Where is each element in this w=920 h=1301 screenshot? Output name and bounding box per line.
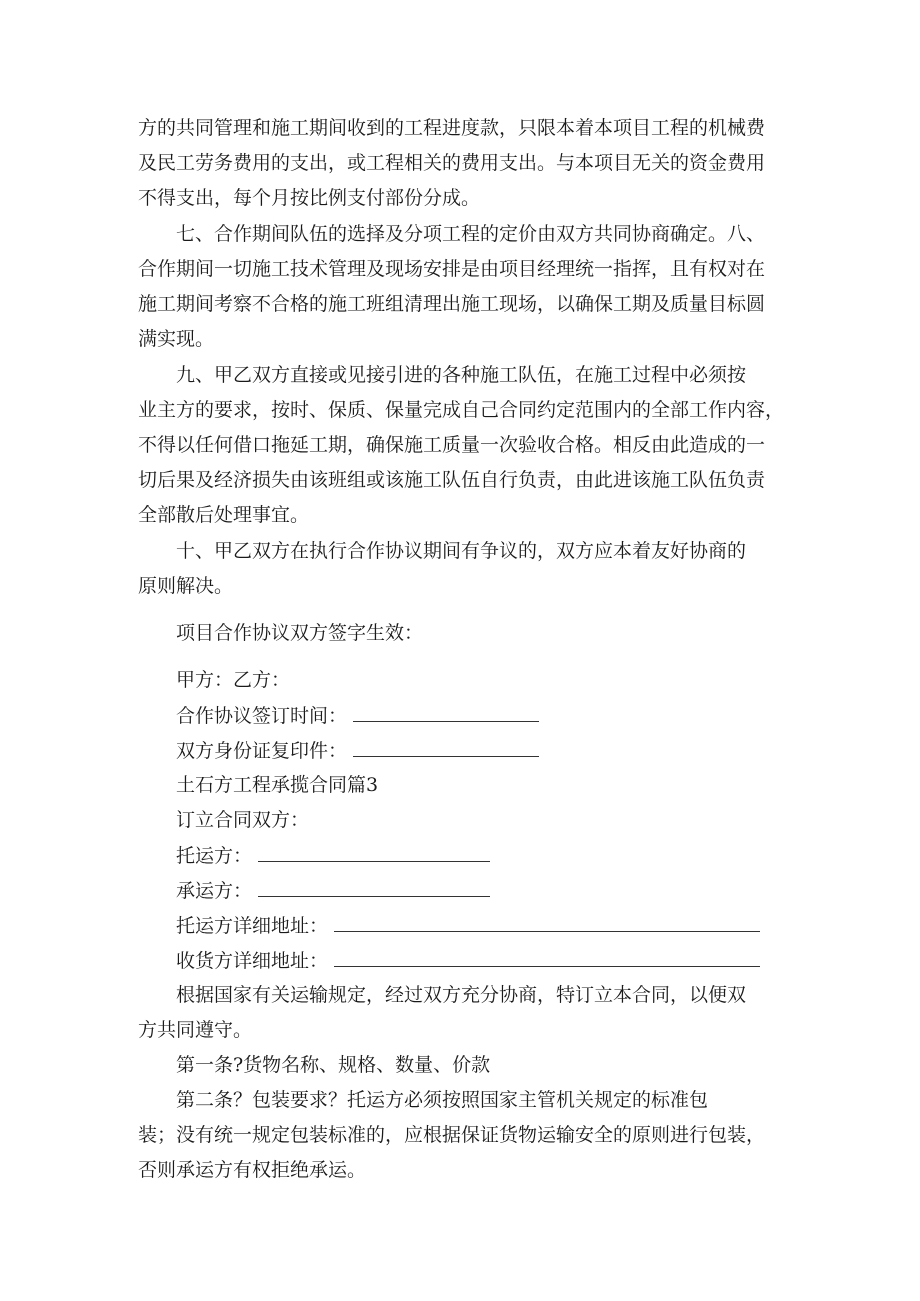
- sign-date-row: [176, 703, 539, 729]
- carrier-row: [176, 878, 490, 904]
- shipper-row: [176, 843, 490, 869]
- sign-date-blank[interactable]: [353, 703, 539, 722]
- text-line: 方的共同管理和施工期间收到的工程进度款，只限本着本项目工程的机械费: [138, 117, 766, 139]
- text-line: 方共同遵守。: [138, 1019, 253, 1041]
- shipper-address-label: 托运方详细地址：: [176, 915, 329, 937]
- text-line: 施工期间考察不合格的施工班组清理出施工现场，以确保工期及质量目标圆: [138, 293, 766, 315]
- shipper-label: 托运方：: [176, 845, 253, 867]
- text-line: 不得支出，每个月按比例支付部份分成。: [138, 187, 481, 209]
- text-line: 业主方的要求，按时、保质、保量完成自己合同约定范围内的全部工作内容，: [138, 399, 785, 421]
- signature-heading: 项目合作协议双方签字生效：: [176, 622, 424, 644]
- text-line: 订立合同双方：: [176, 809, 310, 831]
- consignee-address-label: 收货方详细地址：: [176, 950, 329, 972]
- shipper-address-blank[interactable]: [334, 913, 760, 932]
- text-line: 原则解决。: [138, 575, 234, 597]
- text-line: 及民工劳务费用的支出，或工程相关的费用支出。与本项目无关的资金费用: [138, 152, 766, 174]
- text-line: 切后果及经济损失由该班组或该施工队伍自行负责，由此进该施工队伍负责: [138, 469, 766, 491]
- text-line: 九、甲乙双方直接或见接引进的各种施工队伍，在施工过程中必须按: [176, 364, 747, 386]
- carrier-blank[interactable]: [258, 878, 490, 897]
- text-line: 不得以任何借口拖延工期，确保施工质量一次验收合格。相反由此造成的一: [138, 434, 766, 456]
- text-line: 合作期间一切施工技术管理及现场安排是由项目经理统一指挥，且有权对在: [138, 258, 766, 280]
- text-line: 十、甲乙双方在执行合作协议期间有争议的，双方应本着友好协商的: [176, 540, 747, 562]
- id-copy-row: [176, 738, 539, 764]
- text-line: 根据国家有关运输规定，经过双方充分协商，特订立本合同，以便双: [176, 984, 747, 1006]
- consignee-address-row: [176, 948, 760, 974]
- clause-1: 第一条?货物名称、规格、数量、价款: [176, 1054, 491, 1076]
- sign-date-label: 合作协议签订时间：: [176, 705, 348, 727]
- text-line: 满实现。: [138, 328, 215, 350]
- id-copy-label: 双方身份证复印件：: [176, 740, 348, 762]
- id-copy-blank[interactable]: [353, 738, 539, 757]
- clause-2: 第二条？包装要求？托运方必须按照国家主管机关规定的标准包: [176, 1089, 709, 1111]
- text-line: 七、合作期间队伍的选择及分项工程的定价由双方共同协商确定。八、: [176, 223, 766, 245]
- party-labels: 甲方：乙方：: [176, 669, 291, 691]
- section-title: 土石方工程承揽合同篇3: [176, 774, 379, 796]
- consignee-address-blank[interactable]: [334, 948, 760, 967]
- text-line: 否则承运方有权拒绝承运。: [138, 1159, 367, 1181]
- text-line: 装；没有统一规定包装标准的，应根据保证货物运输安全的原则进行包装，: [138, 1124, 766, 1146]
- text-line: 全部散后处理事宜。: [138, 504, 310, 526]
- shipper-blank[interactable]: [258, 843, 490, 862]
- carrier-label: 承运方：: [176, 880, 253, 902]
- shipper-address-row: [176, 913, 760, 939]
